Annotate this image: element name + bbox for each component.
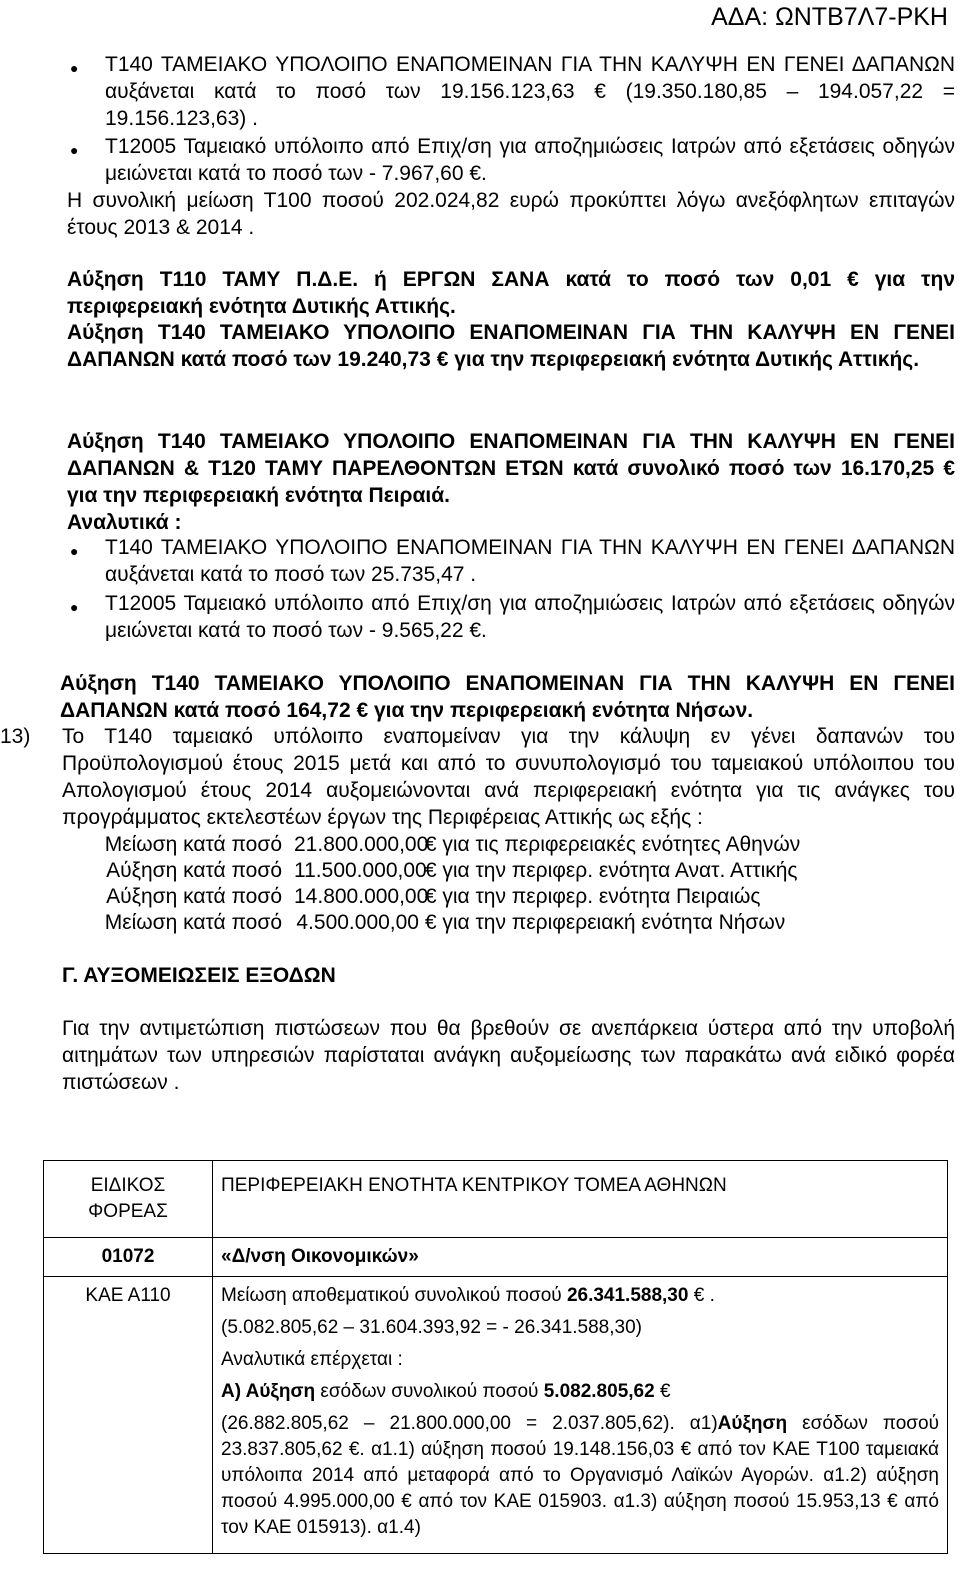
document-id: ΑΔΑ: ΩΝΤΒ7Λ7-ΡΚΗ (711, 3, 948, 31)
section-g-title: Γ. ΑΥΞΟΜΕΙΩΣΕΙΣ ΕΞΟΔΩΝ (62, 964, 336, 987)
amount-label: Αύξηση κατά ποσό (106, 885, 282, 908)
item-number: 13) (0, 725, 31, 748)
amount-row (97, 883, 761, 910)
amount-value: 14.800.000,00 (294, 885, 429, 908)
table-cell: 01072 (44, 1238, 213, 1277)
amount-desc: € για την περιφερ. ενότητα Πειραιώς (424, 885, 761, 908)
amount-label: Μείωση κατά ποσό (104, 911, 282, 934)
increase-t110-text: Αύξηση Τ110 ΤΑΜΥ Π.Δ.Ε. ή ΕΡΓΩΝ ΣΑΝΑ κατά το ποσό των 0,01 € για την περιφερειακή ενότητα Δυτικής Αττικής. (67, 268, 955, 318)
table-cell: «Δ/νση Οικονομικών» (213, 1238, 948, 1277)
amount-label: Μείωση κατά ποσό (104, 833, 282, 856)
bullet-icon: ● (70, 599, 79, 615)
table-cell: ΚΑΕ Α110 (44, 1277, 213, 1554)
text-fragment: Μείωση αποθεματικού συνολικού ποσού (221, 1285, 567, 1306)
header-col1: ΕΙΔΙΚΟΣ ΦΟΡΕΑΣ (88, 1175, 168, 1222)
cell-line (221, 1283, 939, 1309)
item13-text: Το Τ140 ταμειακό υπόλοιπο εναπομείναν για την κάλυψη εν γένει δαπανών του Προϋπολογισμού έτους 2015 μετά και από το συνυπολογισμό του ταμειακού υπόλοιπου του Απολογισμού έτους 2014 αυξομειώνονται ανά περιφερειακή ενότητα για τις ανάγκες του προγράμματος εκτελεστέων έργων της Περιφέρειας Αττικής ως εξής : (62, 725, 955, 829)
amount-value: 21.800.000,00 (294, 833, 429, 856)
increase-t140-west-text: Αύξηση Τ140 ΤΑΜΕΙΑΚΟ ΥΠΟΛΟΙΠΟ ΕΝΑΠΟΜΕΙΝΑΝ ΓΙΑ ΤΗΝ ΚΑΛΥΨΗ ΕΝ ΓΕΝΕΙ ΔΑΠΑΝΩΝ κατά ποσό των 19.240,73 € για την περιφερειακή ενότητα Δυτικής Αττικής. (67, 321, 955, 371)
amount-bold: 26.341.588,30 (566, 1285, 689, 1306)
amount-value: 4.500.000,00 (296, 911, 419, 934)
list-item: Τ12005 Ταμειακό υπόλοιπο από Επιχ/ση για αποζημιώσεις Ιατρών από εξετάσεις οδηγών μειώνεται κατά το ποσό των - 9.565,22 €. (105, 592, 955, 642)
table-row (44, 1277, 948, 1554)
list-item: Τ140 ΤΑΜΕΙΑΚΟ ΥΠΟΛΟΙΠΟ ΕΝΑΠΟΜΕΙΝΑΝ ΓΙΑ ΤΗΝ ΚΑΛΥΨΗ ΕΝ ΓΕΝΕΙ ΔΑΠΑΝΩΝ αυξάνεται κατά το ποσό των 19.156.123,63 € (19.350.180,85 – 194.057,22 = 19.156.123,63) . (105, 53, 955, 130)
cell-line (221, 1379, 939, 1405)
analytically-label: Αναλυτικά : (67, 511, 182, 534)
table-header-row (44, 1161, 948, 1238)
amount-row (97, 857, 798, 884)
amount-bold: 5.082.805,62 (543, 1381, 655, 1402)
list-item: Τ12005 Ταμειακό υπόλοιπο από Επιχ/ση για αποζημιώσεις Ιατρών από εξετάσεις οδηγών μειώνεται κατά το ποσό των - 7.967,60 €. (105, 135, 955, 185)
amount-desc: € για την περιφερειακή ενότητα Νήσων (424, 911, 786, 934)
increase-piraeus-text: Αύξηση Τ140 ΤΑΜΕΙΑΚΟ ΥΠΟΛΟΙΠΟ ΕΝΑΠΟΜΕΙΝΑΝ ΓΙΑ ΤΗΝ ΚΑΛΥΨΗ ΕΝ ΓΕΝΕΙ ΔΑΠΑΝΩΝ & Τ120 ΤΑΜΥ ΠΑΡΕΛΘΟΝΤΩΝ ΕΤΩΝ κατά συνολικό ποσό των 16.170,25 € για την περιφερειακή ενότητα Πειραιά. (67, 430, 955, 507)
table-row (44, 1238, 948, 1277)
text-fragment: (26.882.805,62 – 21.800.000,00 = 2.037.805,62). α1) (221, 1413, 718, 1434)
table-header-cell (44, 1161, 213, 1238)
text-bold: Α) Αύξηση (221, 1381, 316, 1402)
header-col2: ΠΕΡΙΦΕΡΕΙΑΚΗ ΕΝΟΤΗΤΑ ΚΕΝΤΡΙΚΟΥ ΤΟΜΕΑ ΑΘΗΝΩΝ (221, 1175, 727, 1196)
text-fragment: εσόδων συνολικού ποσού (315, 1381, 544, 1402)
total-reduction-text: Η συνολική μείωση Τ100 ποσού 202.024,82 ευρώ προκύπτει λόγω ανεξόφλητων επιταγών έτους 2013 & 2014 . (67, 189, 955, 239)
text-fragment: € . (688, 1285, 715, 1306)
list-item: Τ140 ΤΑΜΕΙΑΚΟ ΥΠΟΛΟΙΠΟ ΕΝΑΠΟΜΕΙΝΑΝ ΓΙΑ ΤΗΝ ΚΑΛΥΨΗ ΕΝ ΓΕΝΕΙ ΔΑΠΑΝΩΝ αυξάνεται κατά το ποσό των 25.735,47 . (105, 536, 955, 586)
bullet-icon: ● (70, 142, 79, 158)
increase-islands-text: Αύξηση Τ140 ΤΑΜΕΙΑΚΟ ΥΠΟΛΟΙΠΟ ΕΝΑΠΟΜΕΙΝΑΝ ΓΙΑ ΤΗΝ ΚΑΛΥΨΗ ΕΝ ΓΕΝΕΙ ΔΑΠΑΝΩΝ κατά ποσό 164,72 € για την περιφερειακή ενότητα Νήσων. (60, 672, 955, 722)
amount-row (97, 831, 800, 858)
table-cell (213, 1277, 948, 1554)
budget-table (43, 1160, 948, 1554)
table-header-cell (213, 1161, 948, 1238)
text-fragment: εσόδων ποσού 23.837.805,62 €. α1.1) αύξηση ποσού 19.148.156,03 € από τον ΚΑΕ Τ100 ταμειακά υπόλοιπα 2014 από μεταφορά από το Οργανισμό Λαϊκών Αγορών. α1.2) αύξηση ποσού 4.995.000,00 € από τον ΚΑΕ 015903. α1.3) αύξηση ποσού 15.953,13 € από τον ΚΑΕ 015913). α1.4) (221, 1413, 939, 1538)
amount-value: 11.500.000,00 (294, 859, 427, 882)
bullet-icon: ● (70, 60, 79, 76)
bullet-icon: ● (70, 543, 79, 559)
cell-line (221, 1411, 939, 1541)
cell-line: (5.082.805,62 – 31.604.393,92 = - 26.341.588,30) (221, 1317, 642, 1338)
cell-line: Αναλυτικά επέρχεται : (221, 1349, 403, 1370)
text-bold: Αύξηση (717, 1413, 788, 1434)
text-fragment: € (654, 1381, 671, 1402)
amount-label: Αύξηση κατά ποσό (106, 859, 282, 882)
amount-desc: € για την περιφερ. ενότητα Ανατ. Αττικής (424, 859, 798, 882)
amount-row (97, 909, 785, 936)
amount-desc: € για τις περιφερειακές ενότητες Αθηνών (424, 833, 801, 856)
section-g-text: Για την αντιμετώπιση πιστώσεων που θα βρεθούν σε ανεπάρκεια ύστερα από την υποβολή αιτημάτων των υπηρεσιών παρίσταται ανάγκη αυξομείωσης των παρακάτω ανά ειδικό φορέα πιστώσεων . (62, 1017, 955, 1094)
